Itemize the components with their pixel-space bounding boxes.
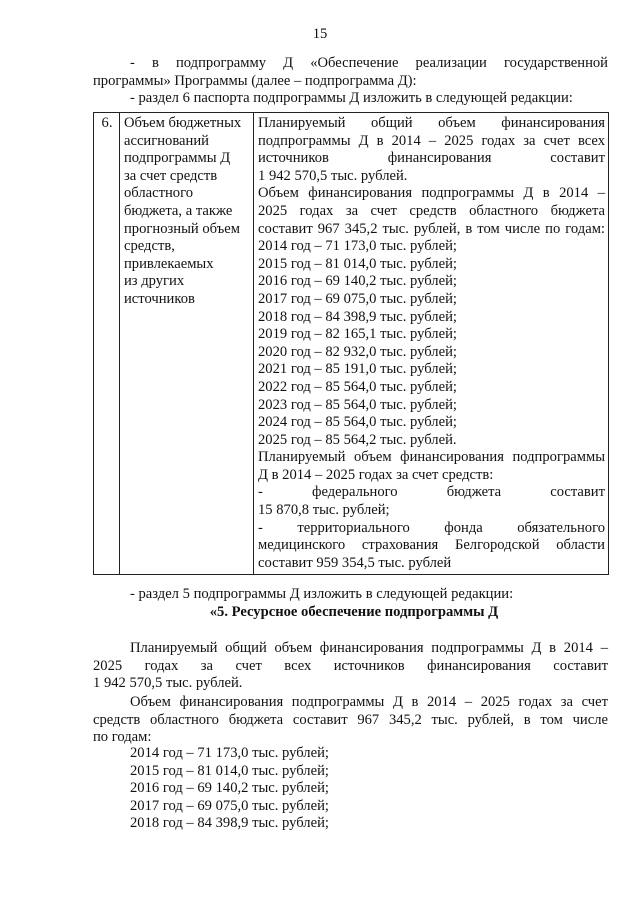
table-row xyxy=(94,113,609,575)
row-title-line: источников xyxy=(124,290,195,307)
row-number: 6. xyxy=(94,113,120,575)
passport-table xyxy=(93,112,609,575)
row-value-line: 2021 год – 85 191,0 тыс. рублей; xyxy=(258,361,457,378)
row-value-line: Планируемый объем финансирования подпрограммы xyxy=(258,449,605,466)
page-number: 15 xyxy=(312,26,328,42)
row-title-line: из других xyxy=(124,273,185,290)
row-value-line: составит 967 345,2 тыс. рублей, в том числе по годам: xyxy=(258,220,605,237)
row-title-line: средств, xyxy=(124,238,175,255)
row-title-line: прогнозный объем xyxy=(124,220,240,237)
para2-line-1: Объем финансирования подпрограммы Д в 2014 – 2025 годах за счет xyxy=(130,694,608,710)
row-value-line: 2023 год – 85 564,0 тыс. рублей; xyxy=(258,396,457,413)
row-value-line: Объем финансирования подпрограммы Д в 2014 – xyxy=(258,185,605,202)
row-value-line: 2024 год – 85 564,0 тыс. рублей; xyxy=(258,414,457,431)
row-value-line: 15 870,8 тыс. рублей; xyxy=(258,502,390,519)
row-title-line: областного xyxy=(124,185,193,202)
para1-line-2: 2025 годах за счет всех источников финансирования составит xyxy=(93,657,608,674)
year-item: 2016 год – 69 140,2 тыс. рублей; xyxy=(130,780,329,797)
year-item: 2018 год – 84 398,9 тыс. рублей; xyxy=(130,815,329,832)
row-value-line: 2025 год – 85 564,2 тыс. рублей. xyxy=(258,431,457,448)
row-title-line: бюджета, а также xyxy=(124,202,233,219)
year-item: 2014 год – 71 173,0 тыс. рублей; xyxy=(130,745,329,761)
para1-line-3: 1 942 570,5 тыс. рублей. xyxy=(93,675,243,692)
year-item: 2017 год – 69 075,0 тыс. рублей; xyxy=(130,797,329,814)
row-value-line: подпрограммы Д в 2014 – 2025 годах за счет всех xyxy=(258,132,605,149)
row-value-line: 2018 год – 84 398,9 тыс. рублей; xyxy=(258,308,457,325)
row-value-line: 2025 годах за счет средств областного бюджета xyxy=(258,202,605,219)
section-heading: «5. Ресурсное обеспечение подпрограммы Д xyxy=(209,604,499,620)
row-value-line: Планируемый общий объем финансирования xyxy=(258,115,605,131)
intro-line-1: - в подпрограмму Д «Обеспечение реализации государственной xyxy=(130,55,608,71)
row-value-line: 2014 год – 71 173,0 тыс. рублей; xyxy=(258,238,457,255)
row-title-line: подпрограммы Д xyxy=(124,150,231,167)
row-title-line: Объем бюджетных xyxy=(124,115,242,131)
row-value-line: 2022 год – 85 564,0 тыс. рублей; xyxy=(258,378,457,395)
paragraph-1 xyxy=(93,640,608,693)
para2-line-2: средств областного бюджета составит 967 345,2 тыс. рублей, в том числе xyxy=(93,711,608,728)
row-value-line: 2015 год – 81 014,0 тыс. рублей; xyxy=(258,255,457,272)
row-value xyxy=(254,113,609,575)
row-value-line: Д в 2014 – 2025 годах за счет средств: xyxy=(258,466,494,483)
row-value-line: 2017 год – 69 075,0 тыс. рублей; xyxy=(258,290,457,307)
para1-line-1: Планируемый общий объем финансирования подпрограммы Д в 2014 – xyxy=(130,640,608,656)
row-value-line: 2020 год – 82 932,0 тыс. рублей; xyxy=(258,343,457,360)
row-value-line: 2016 год – 69 140,2 тыс. рублей; xyxy=(258,273,457,290)
row-title-line: ассигнований xyxy=(124,132,209,149)
after-table-instruction xyxy=(93,586,608,604)
row-value-line: источников финансирования составит xyxy=(258,150,605,167)
intro-line-2: программы» Программы (далее – подпрограмма Д): xyxy=(93,72,417,89)
after-table-line: - раздел 5 подпрограммы Д изложить в следующей редакции: xyxy=(130,586,514,602)
row-value-line: 2019 год – 82 165,1 тыс. рублей; xyxy=(258,326,457,343)
row-title-line: за счет средств xyxy=(124,167,218,184)
row-value-line: медицинского страхования Белгородской области xyxy=(258,537,605,554)
intro xyxy=(93,55,608,108)
intro-line-3: - раздел 6 паспорта подпрограммы Д изложить в следующей редакции: xyxy=(130,90,573,107)
row-value-line: 1 942 570,5 тыс. рублей. xyxy=(258,167,408,184)
row-title-line: привлекаемых xyxy=(124,255,214,272)
year-item: 2015 год – 81 014,0 тыс. рублей; xyxy=(130,762,329,779)
row-title xyxy=(120,113,254,575)
row-value-line: - территориального фонда обязательного xyxy=(258,519,605,536)
paragraph-2 xyxy=(93,694,608,747)
year-list xyxy=(93,745,608,833)
para2-line-3: по годам: xyxy=(93,729,152,746)
row-value-line: - федерального бюджета составит xyxy=(258,484,605,501)
row-value-line: составит 959 354,5 тыс. рублей xyxy=(258,554,452,571)
